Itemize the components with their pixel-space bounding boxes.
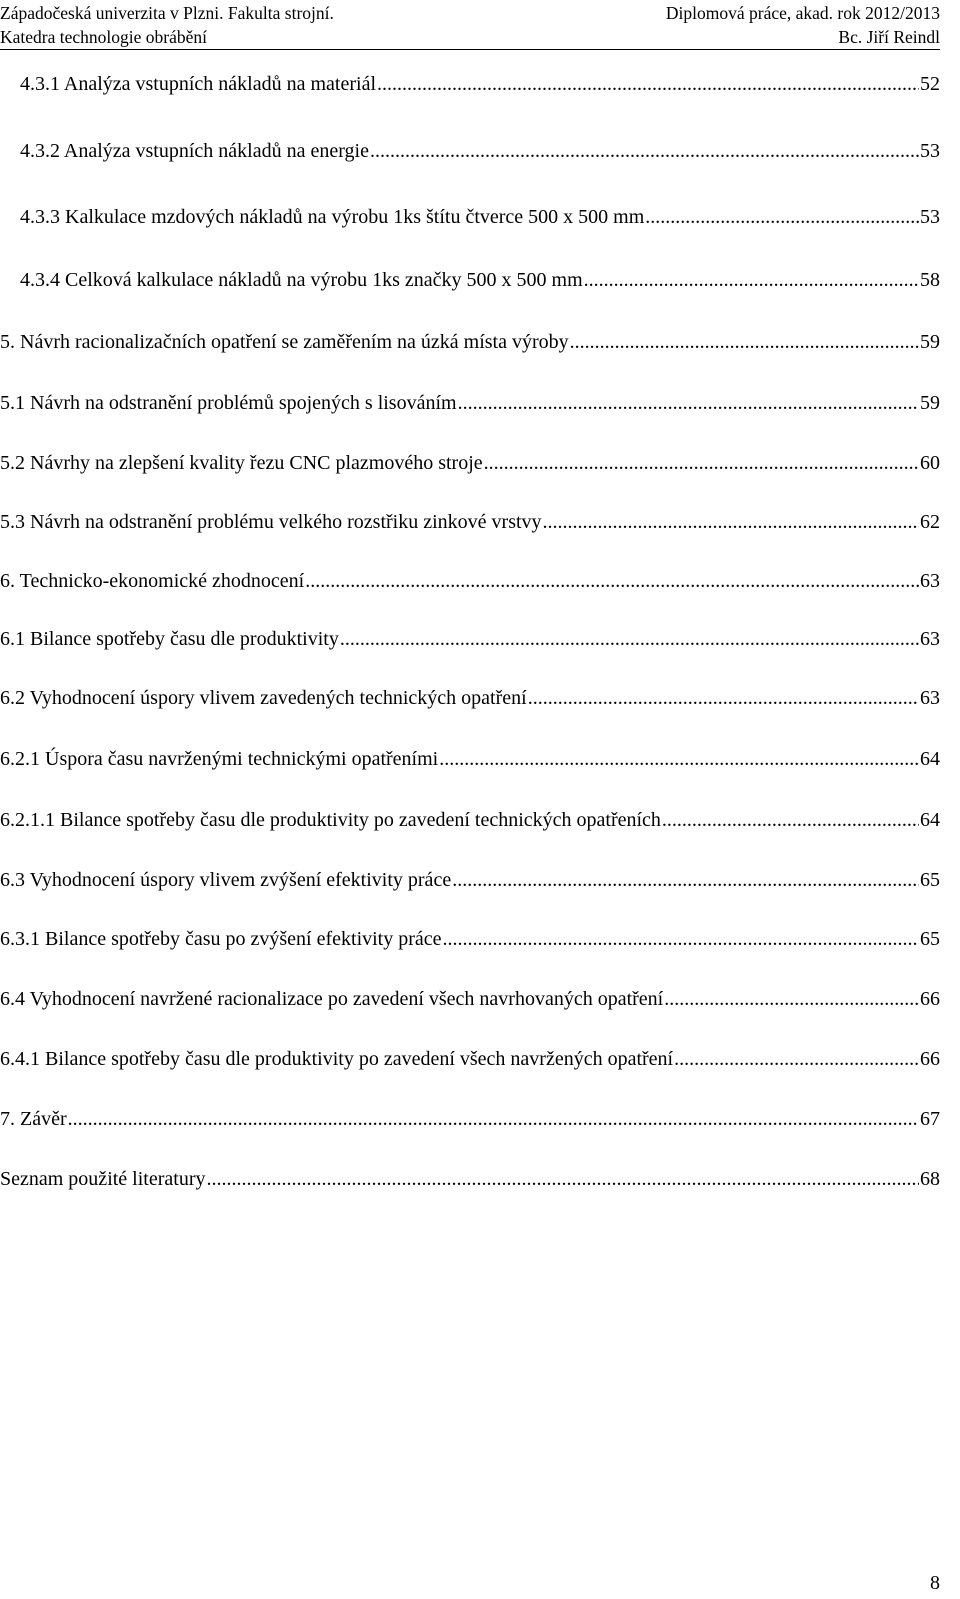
toc-entry-label: 6.1 Bilance spotřeby času dle produktivity <box>0 628 339 650</box>
toc-entry[interactable] <box>0 508 940 536</box>
header-university: Západočeská univerzita v Plzni. Fakulta strojní. <box>0 3 334 23</box>
toc-entry-page: 65 <box>920 869 940 891</box>
toc-entry[interactable] <box>0 985 940 1013</box>
toc-entry-page: 59 <box>920 331 940 353</box>
toc-entry-page: 53 <box>920 206 940 228</box>
toc-entry[interactable] <box>0 567 940 595</box>
toc-entry-label: 5.1 Návrh na odstranění problémů spojených s lisováním <box>0 392 457 414</box>
page-number: 8 <box>930 1572 940 1594</box>
toc-entry-page: 63 <box>920 570 940 592</box>
toc-entry-page: 64 <box>920 809 940 831</box>
toc-dot-leader <box>543 508 919 536</box>
toc-entry[interactable] <box>0 806 940 834</box>
toc-entry[interactable] <box>20 70 940 98</box>
toc-dot-leader <box>206 1165 919 1193</box>
toc-entry-label: 6.3.1 Bilance spotřeby času po zvýšení efektivity práce <box>0 928 442 950</box>
toc-dot-leader <box>377 70 919 98</box>
toc-entry-label: 5.2 Návrhy na zlepšení kvality řezu CNC plazmového stroje <box>0 452 483 474</box>
toc-dot-leader <box>452 866 919 894</box>
toc-entry[interactable] <box>0 925 940 953</box>
toc-dot-leader <box>484 449 919 477</box>
toc-entry[interactable] <box>0 1105 940 1133</box>
toc-entry-label: 4.3.1 Analýza vstupních nákladů na materiál <box>20 73 377 95</box>
toc-dot-leader <box>664 985 919 1013</box>
toc-dot-leader <box>645 203 919 231</box>
toc-entry-page: 66 <box>920 988 940 1010</box>
toc-dot-leader <box>439 745 919 773</box>
toc-dot-leader <box>528 684 919 712</box>
toc-dot-leader <box>443 925 919 953</box>
toc-entry-label: Seznam použité literatury <box>0 1168 206 1190</box>
toc-dot-leader <box>570 328 919 356</box>
toc-entry-page: 58 <box>920 269 940 291</box>
header-line-2 <box>0 27 940 47</box>
toc-entry-label: 4.3.2 Analýza vstupních nákladů na energie <box>20 140 369 162</box>
toc-dot-leader <box>68 1105 919 1133</box>
toc-dot-leader <box>340 625 919 653</box>
toc-dot-leader <box>305 567 919 595</box>
toc-entry-page: 63 <box>920 628 940 650</box>
toc-dot-leader <box>584 266 919 294</box>
header-author: Bc. Jiří Reindl <box>838 27 940 47</box>
toc-entry-label: 5. Návrh racionalizačních opatření se zaměřením na úzká místa výroby <box>0 331 569 353</box>
header-rule <box>0 49 940 50</box>
toc-entry-label: 6.2 Vyhodnocení úspory vlivem zavedených technických opatření <box>0 687 527 709</box>
toc-entry[interactable] <box>0 625 940 653</box>
toc-entry[interactable] <box>0 328 940 356</box>
toc-entry-page: 52 <box>920 73 940 95</box>
toc-entry[interactable] <box>0 684 940 712</box>
toc-dot-leader <box>662 806 919 834</box>
toc-dot-leader <box>458 389 919 417</box>
toc-entry[interactable] <box>20 266 940 294</box>
toc-entry[interactable] <box>20 203 940 231</box>
toc-dot-leader <box>370 137 919 165</box>
header-thesis-info: Diplomová práce, akad. rok 2012/2013 <box>665 3 940 23</box>
toc-entry-page: 64 <box>920 748 940 770</box>
toc-entry[interactable] <box>0 449 940 477</box>
toc-entry[interactable] <box>0 866 940 894</box>
header-line-1 <box>0 3 940 23</box>
toc-entry-page: 60 <box>920 452 940 474</box>
toc-entry-page: 68 <box>920 1168 940 1190</box>
toc-entry-page: 59 <box>920 392 940 414</box>
toc-entry[interactable] <box>0 1165 940 1193</box>
toc-entry-label: 6.4 Vyhodnocení navržené racionalizace po zavedení všech navrhovaných opatření <box>0 988 664 1010</box>
toc-dot-leader <box>674 1045 919 1073</box>
toc-entry-page: 62 <box>920 511 940 533</box>
toc-entry-label: 6. Technicko-ekonomické zhodnocení <box>0 570 305 592</box>
toc-entry-page: 53 <box>920 140 940 162</box>
toc-entry-label: 5.3 Návrh na odstranění problému velkého rozstřiku zinkové vrstvy <box>0 511 542 533</box>
toc-entry-page: 65 <box>920 928 940 950</box>
toc-entry-label: 6.2.1.1 Bilance spotřeby času dle produktivity po zavedení technických opatřeních <box>0 809 661 831</box>
toc-entry-label: 6.2.1 Úspora času navrženými technickými opatřeními <box>0 748 439 770</box>
toc-entry[interactable] <box>0 389 940 417</box>
toc-entry-page: 66 <box>920 1048 940 1070</box>
toc-entry-label: 6.4.1 Bilance spotřeby času dle produktivity po zavedení všech navržených opatření <box>0 1048 674 1070</box>
toc-entry-label: 6.3 Vyhodnocení úspory vlivem zvýšení efektivity práce <box>0 869 452 891</box>
toc-entry-label: 4.3.3 Kalkulace mzdových nákladů na výrobu 1ks štítu čtverce 500 x 500 mm <box>20 206 645 228</box>
toc-entry[interactable] <box>20 137 940 165</box>
toc-entry[interactable] <box>0 1045 940 1073</box>
toc-entry-label: 7. Závěr <box>0 1108 67 1130</box>
toc-entry-page: 63 <box>920 687 940 709</box>
header-department: Katedra technologie obrábění <box>0 27 207 47</box>
toc-entry[interactable] <box>0 745 940 773</box>
toc-entry-label: 4.3.4 Celková kalkulace nákladů na výrobu 1ks značky 500 x 500 mm <box>20 269 583 291</box>
toc-entry-page: 67 <box>920 1108 940 1130</box>
